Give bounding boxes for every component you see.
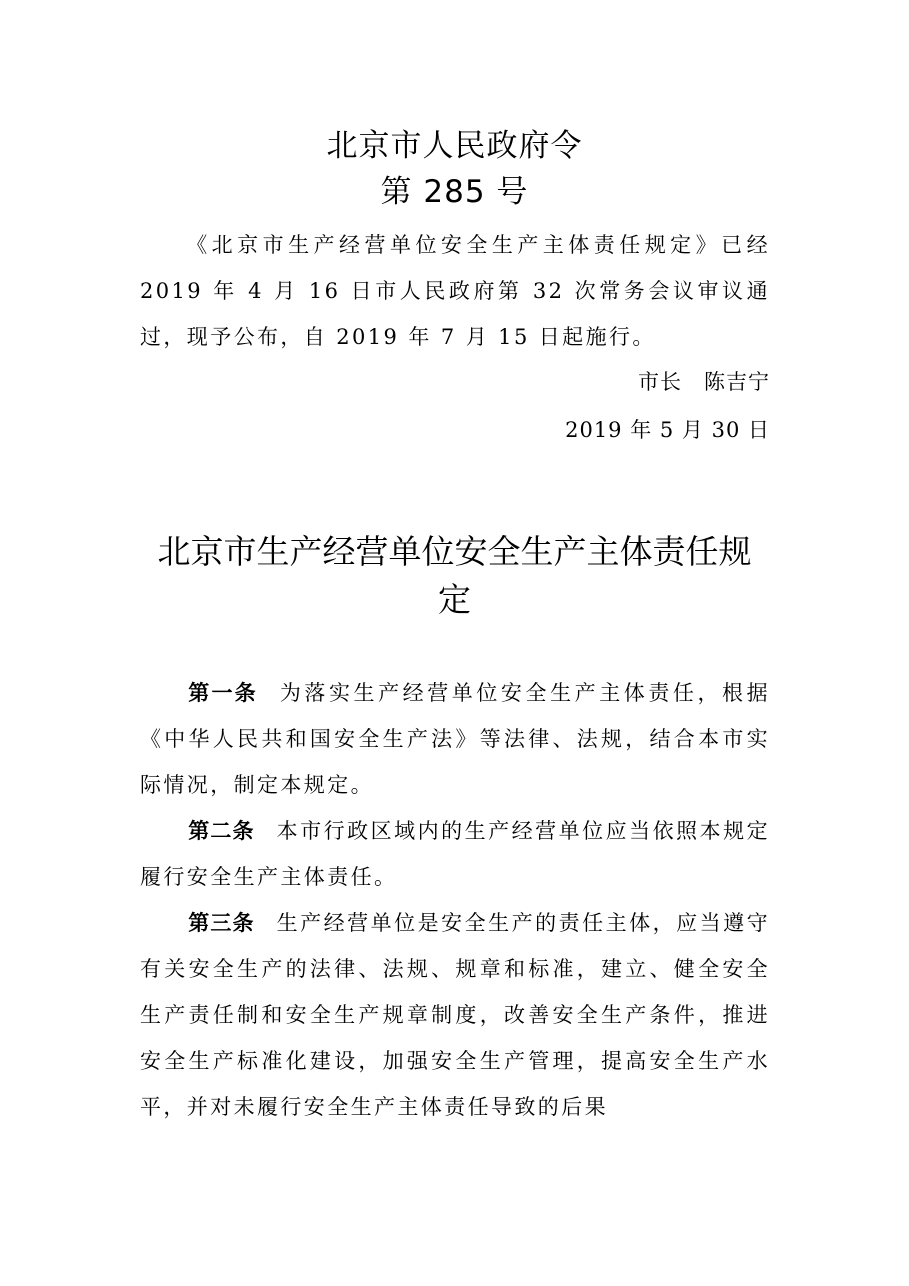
article-number: 第一条	[188, 681, 258, 705]
signer-title: 市长	[638, 370, 682, 394]
order-preamble	[140, 222, 770, 360]
signature-line	[638, 362, 770, 402]
article-text: 生产经营单位是安全生产的责任主体，应当遵守有关安全生产的法律、法规、规章和标准，建立、健全安全生产责任制和安全生产规章制度，改善安全生产条件，推进安全生产标准化建设，加强安全生产管理，提高安全生产水平，并对未履行安全生产主体责任导致的后果	[140, 911, 771, 1119]
article-number: 第二条	[188, 819, 255, 843]
signer-name: 陈吉宁	[704, 370, 770, 394]
article-text: 为落实生产经营单位安全生产主体责任，根据《中华人民共和国安全生产法》等法律、法规，结合本市实际情况，制定本规定。	[140, 681, 771, 797]
article-1	[140, 670, 770, 808]
regulation-title-line2: 定	[438, 580, 471, 619]
articles	[140, 670, 770, 1130]
order-title: 北京市人民政府令	[326, 128, 583, 164]
article-3	[140, 900, 770, 1130]
article-number: 第三条	[188, 911, 255, 935]
article-2	[140, 808, 770, 900]
regulation-title-line1: 北京市生产经营单位安全生产主体责任规	[157, 532, 752, 571]
article-text: 本市行政区域内的生产经营单位应当依照本规定履行安全生产主体责任。	[140, 819, 771, 889]
preamble-text: 《北京市生产经营单位安全生产主体责任规定》已经 2019 年 4 月 16 日市人民政府第 32 次常务会议审议通过，现予公布，自 2019 年 7 月 15 日起施行。	[140, 233, 770, 349]
regulation-title	[0, 528, 909, 624]
order-number: 第 285 号	[380, 174, 529, 210]
order-date: 2019 年 5 月 30 日	[565, 418, 770, 442]
